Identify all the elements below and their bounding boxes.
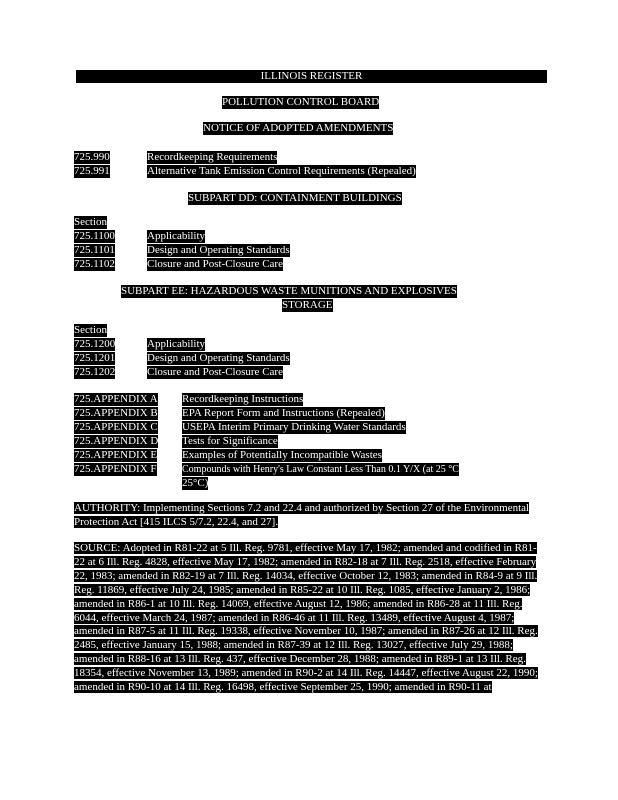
- section-number: 725.1102: [74, 258, 115, 270]
- appendix-row: [74, 407, 554, 420]
- register-title: ILLINOIS REGISTER: [260, 70, 363, 82]
- appendix-title-cont: 25°C): [182, 477, 209, 489]
- section-label: Section: [74, 216, 107, 228]
- appendix-number: 725.APPENDIX B: [74, 407, 158, 419]
- toc-row: [74, 258, 554, 271]
- notice-heading: NOTICE OF ADOPTED AMENDMENTS: [203, 122, 394, 134]
- section-title: Design and Operating Standards: [147, 352, 290, 364]
- appendix-row: [74, 477, 554, 490]
- authority-paragraph: [74, 502, 546, 530]
- appendix-number: 725.APPENDIX A: [74, 393, 158, 405]
- appendix-row: [74, 421, 554, 434]
- appendix-title: EPA Report Form and Instructions (Repealed): [182, 407, 385, 419]
- register-header-bar: [76, 70, 547, 83]
- section-title: Applicability: [147, 230, 206, 242]
- section-title: Closure and Post-Closure Care: [147, 258, 283, 270]
- appendix-title: Examples of Potentially Incompatible Wastes: [182, 449, 382, 461]
- subpart-dd-heading: SUBPART DD: CONTAINMENT BUILDINGS: [188, 192, 402, 204]
- toc-row: [74, 366, 554, 379]
- section-number: 725.1201: [74, 352, 116, 364]
- toc-row: [74, 151, 554, 164]
- appendix-row: [74, 463, 554, 476]
- toc-row: [74, 230, 554, 243]
- appendix-row: [74, 435, 554, 448]
- appendix-number: 725.APPENDIX D: [74, 435, 159, 447]
- authority-text: AUTHORITY: Implementing Sections 7.2 and 22.4 and authorized by Section 27 of the Environmental Protection Act [415 ILCS 5/7.2, 22.4, and 27].: [74, 502, 530, 528]
- appendix-title: Tests for Significance: [182, 435, 278, 447]
- section-number: 725.1202: [74, 366, 116, 378]
- section-number: 725.990: [74, 151, 110, 163]
- section-title: Alternative Tank Emission Control Requirements (Repealed): [147, 165, 416, 177]
- section-title: Applicability: [147, 338, 206, 350]
- section-number: 725.991: [74, 165, 110, 177]
- source-text: SOURCE: Adopted in R81-22 at 5 Ill. Reg. 9781, effective May 17, 1982; amended and codified in R81-22 at 6 Ill. Reg. 4828, effective May 17, 1982; amended in R82-18 at 7 Ill. Reg. 2518, effective February 22, 1983; amended in R82-19 at 7 Ill. Reg. 14034, effective October 12, 1983; amended in R84-9 at 9 Ill. Reg. 11869, effective July 24, 1985; amended in R85-22 at 10 Ill. Reg. 1085, effective January 2, 1986; amended in R86-1 at 10 Ill. Reg. 14069, effective August 12, 1986; amended in R86-28 at 11 Ill. Reg. 6044, effective March 24, 1987; amended in R86-46 at 11 Ill. Reg. 13489, effective August 4, 1987; amended in R87-5 at 11 Ill. Reg. 19338, effective November 10, 1987; amended in R87-26 at 12 Ill. Reg. 2485, effective January 15, 1988; amended in R87-39 at 12 Ill. Reg. 13027, effective July 29, 1988; amended in R88-16 at 13 Ill. Reg. 437, effective December 28, 1988; amended in R89-1 at 13 Ill. Reg. 18354, effective November 13, 1989; amended in R90-2 at 14 Ill. Reg. 14447, effective August 22, 1990; amended in R90-10 at 14 Ill. Reg. 16498, effective September 25, 1990; amended in R90-11 at: [74, 542, 538, 694]
- section-number: 725.1101: [74, 244, 115, 256]
- appendix-number: 725.APPENDIX F: [74, 463, 157, 475]
- section-title: Design and Operating Standards: [147, 244, 290, 256]
- section-title: Closure and Post-Closure Care: [147, 366, 283, 378]
- appendix-title: USEPA Interim Primary Drinking Water Standards: [182, 421, 406, 433]
- source-paragraph: [74, 542, 546, 695]
- board-heading: POLLUTION CONTROL BOARD: [222, 96, 380, 108]
- subpart-ee-heading-cont: STORAGE: [282, 299, 333, 311]
- section-label: Section: [74, 324, 107, 336]
- section-title: Recordkeeping Requirements: [147, 151, 278, 163]
- subpart-ee-heading: SUBPART EE: HAZARDOUS WASTE MUNITIONS AND EXPLOSIVES: [121, 285, 457, 297]
- appendix-number: 725.APPENDIX E: [74, 449, 158, 461]
- appendix-title: Compounds with Henry's Law Constant Less Than 0.1 Y/X (at 25 °C: [182, 464, 459, 475]
- toc-row: [74, 244, 554, 257]
- appendix-number: 725.APPENDIX C: [74, 421, 158, 433]
- section-number: 725.1100: [74, 230, 115, 242]
- appendix-row: [74, 393, 554, 406]
- toc-row: [74, 352, 554, 365]
- appendix-title: Recordkeeping Instructions: [182, 393, 304, 405]
- appendix-row: [74, 449, 554, 462]
- toc-row: [74, 165, 554, 178]
- toc-row: [74, 338, 554, 351]
- section-number: 725.1200: [74, 338, 116, 350]
